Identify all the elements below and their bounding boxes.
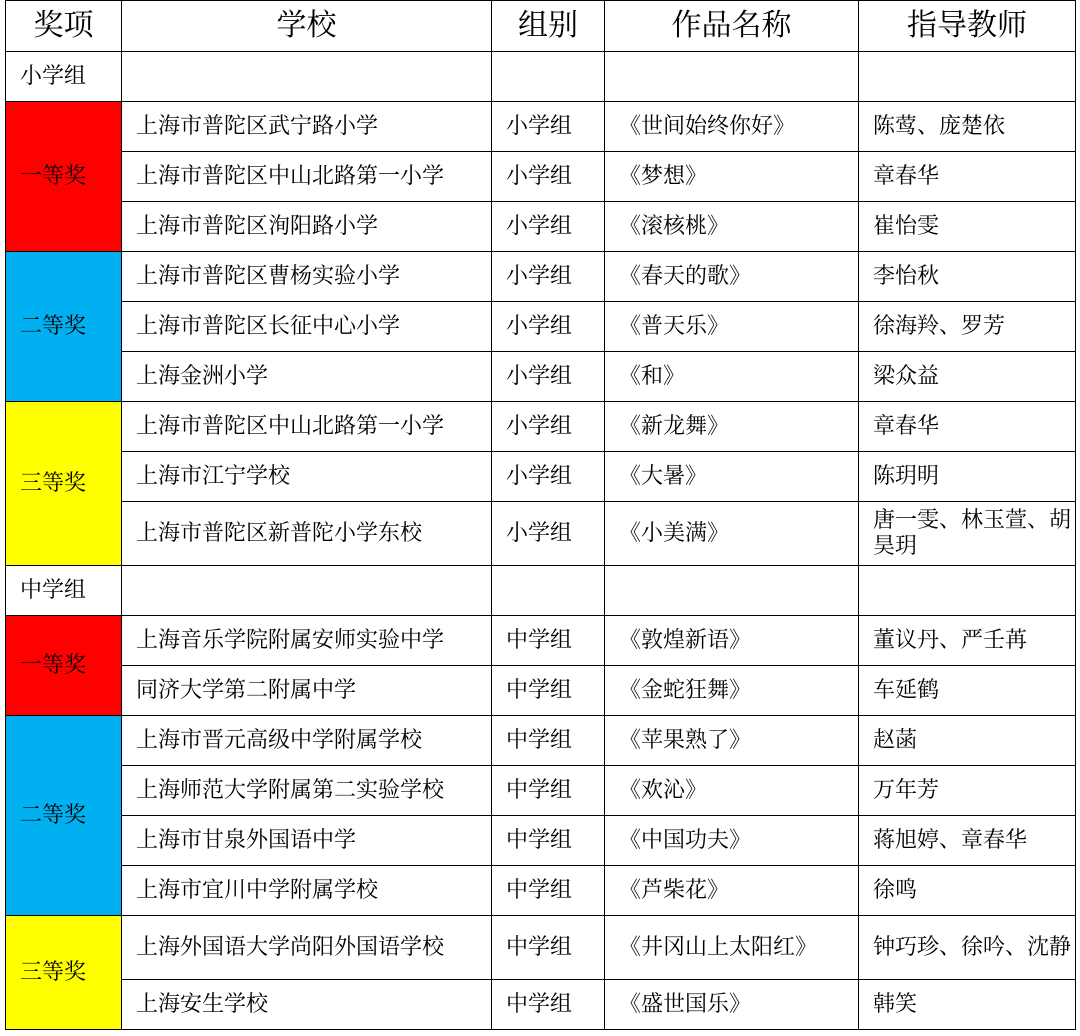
school-cell: 同济大学第二附属中学	[122, 666, 492, 716]
table-row	[6, 980, 1076, 1030]
teacher-cell: 徐鸣	[859, 866, 1076, 916]
table-row	[6, 252, 1076, 302]
group-cell: 中学组	[492, 816, 605, 866]
table-row	[6, 202, 1076, 252]
work-cell: 《春天的歌》	[605, 252, 859, 302]
prize-label: 一等奖	[6, 616, 122, 716]
school-cell: 上海市江宁学校	[122, 452, 492, 502]
work-cell: 《世间始终你好》	[605, 102, 859, 152]
empty-cell	[859, 566, 1076, 616]
group-cell: 小学组	[492, 152, 605, 202]
empty-cell	[122, 566, 492, 616]
work-cell: 《小美满》	[605, 502, 859, 566]
group-cell: 小学组	[492, 302, 605, 352]
school-cell: 上海市宜川中学附属学校	[122, 866, 492, 916]
teacher-cell: 赵菡	[859, 716, 1076, 766]
prize-label: 三等奖	[6, 402, 122, 566]
work-cell: 《新龙舞》	[605, 402, 859, 452]
empty-cell	[859, 52, 1076, 102]
awards-table	[5, 0, 1076, 1030]
group-cell: 中学组	[492, 666, 605, 716]
teacher-cell: 崔怡雯	[859, 202, 1076, 252]
work-cell: 《芦柴花》	[605, 866, 859, 916]
group-cell: 中学组	[492, 616, 605, 666]
school-cell: 上海安生学校	[122, 980, 492, 1030]
group-cell: 小学组	[492, 252, 605, 302]
school-cell: 上海市普陀区洵阳路小学	[122, 202, 492, 252]
school-cell: 上海外国语大学尚阳外国语学校	[122, 916, 492, 980]
group-cell: 小学组	[492, 452, 605, 502]
work-cell: 《和》	[605, 352, 859, 402]
teacher-cell: 万年芳	[859, 766, 1076, 816]
group-cell: 中学组	[492, 916, 605, 980]
header-teacher: 指导教师	[859, 1, 1076, 52]
table-row	[6, 302, 1076, 352]
table-row	[6, 916, 1076, 980]
header-group: 组别	[492, 1, 605, 52]
table-row	[6, 502, 1076, 566]
prize-label: 二等奖	[6, 252, 122, 402]
teacher-cell: 陈玥明	[859, 452, 1076, 502]
work-cell: 《井冈山上太阳红》	[605, 916, 859, 980]
group-cell: 中学组	[492, 716, 605, 766]
teacher-cell: 车延鹤	[859, 666, 1076, 716]
group-cell: 小学组	[492, 352, 605, 402]
teacher-cell: 唐一雯、林玉萱、胡昊玥	[859, 502, 1076, 566]
empty-cell	[605, 566, 859, 616]
empty-cell	[492, 52, 605, 102]
work-cell: 《大暑》	[605, 452, 859, 502]
group-cell: 小学组	[492, 502, 605, 566]
group-cell: 中学组	[492, 766, 605, 816]
school-cell: 上海师范大学附属第二实验学校	[122, 766, 492, 816]
group-header-row	[6, 52, 1076, 102]
table-row	[6, 666, 1076, 716]
table-row	[6, 716, 1076, 766]
group-cell: 小学组	[492, 102, 605, 152]
header-prize: 奖项	[6, 1, 122, 52]
work-cell: 《梦想》	[605, 152, 859, 202]
table-row	[6, 816, 1076, 866]
school-cell: 上海市普陀区中山北路第一小学	[122, 152, 492, 202]
prize-label: 二等奖	[6, 716, 122, 916]
group-cell: 中学组	[492, 866, 605, 916]
header-school: 学校	[122, 1, 492, 52]
work-cell: 《盛世国乐》	[605, 980, 859, 1030]
table-row	[6, 866, 1076, 916]
work-cell: 《敦煌新语》	[605, 616, 859, 666]
teacher-cell: 钟巧珍、徐吟、沈静	[859, 916, 1076, 980]
teacher-cell: 徐海羚、罗芳	[859, 302, 1076, 352]
school-cell: 上海市普陀区长征中心小学	[122, 302, 492, 352]
header-row	[6, 1, 1076, 52]
prize-label: 一等奖	[6, 102, 122, 252]
group-header-row	[6, 566, 1076, 616]
school-cell: 上海市晋元高级中学附属学校	[122, 716, 492, 766]
header-work: 作品名称	[605, 1, 859, 52]
work-cell: 《苹果熟了》	[605, 716, 859, 766]
work-cell: 《普天乐》	[605, 302, 859, 352]
table-row	[6, 152, 1076, 202]
school-cell: 上海市普陀区中山北路第一小学	[122, 402, 492, 452]
group-cell: 小学组	[492, 402, 605, 452]
teacher-cell: 陈莺、庞楚依	[859, 102, 1076, 152]
empty-cell	[605, 52, 859, 102]
group-cell: 小学组	[492, 202, 605, 252]
school-cell: 上海金洲小学	[122, 352, 492, 402]
table-row	[6, 452, 1076, 502]
empty-cell	[492, 566, 605, 616]
table-row	[6, 352, 1076, 402]
school-cell: 上海市甘泉外国语中学	[122, 816, 492, 866]
teacher-cell: 韩笑	[859, 980, 1076, 1030]
work-cell: 《滚核桃》	[605, 202, 859, 252]
teacher-cell: 梁众益	[859, 352, 1076, 402]
table-row	[6, 766, 1076, 816]
table-row	[6, 402, 1076, 452]
group-cell: 中学组	[492, 980, 605, 1030]
group-header-label: 中学组	[6, 566, 122, 616]
teacher-cell: 章春华	[859, 402, 1076, 452]
work-cell: 《欢沁》	[605, 766, 859, 816]
teacher-cell: 李怡秋	[859, 252, 1076, 302]
school-cell: 上海市普陀区武宁路小学	[122, 102, 492, 152]
table-row	[6, 102, 1076, 152]
table-row	[6, 616, 1076, 666]
teacher-cell: 章春华	[859, 152, 1076, 202]
empty-cell	[122, 52, 492, 102]
school-cell: 上海市普陀区曹杨实验小学	[122, 252, 492, 302]
work-cell: 《中国功夫》	[605, 816, 859, 866]
teacher-cell: 董议丹、严壬苒	[859, 616, 1076, 666]
teacher-cell: 蒋旭婷、章春华	[859, 816, 1076, 866]
awards-body	[6, 52, 1076, 1030]
school-cell: 上海音乐学院附属安师实验中学	[122, 616, 492, 666]
work-cell: 《金蛇狂舞》	[605, 666, 859, 716]
school-cell: 上海市普陀区新普陀小学东校	[122, 502, 492, 566]
group-header-label: 小学组	[6, 52, 122, 102]
prize-label: 三等奖	[6, 916, 122, 1030]
